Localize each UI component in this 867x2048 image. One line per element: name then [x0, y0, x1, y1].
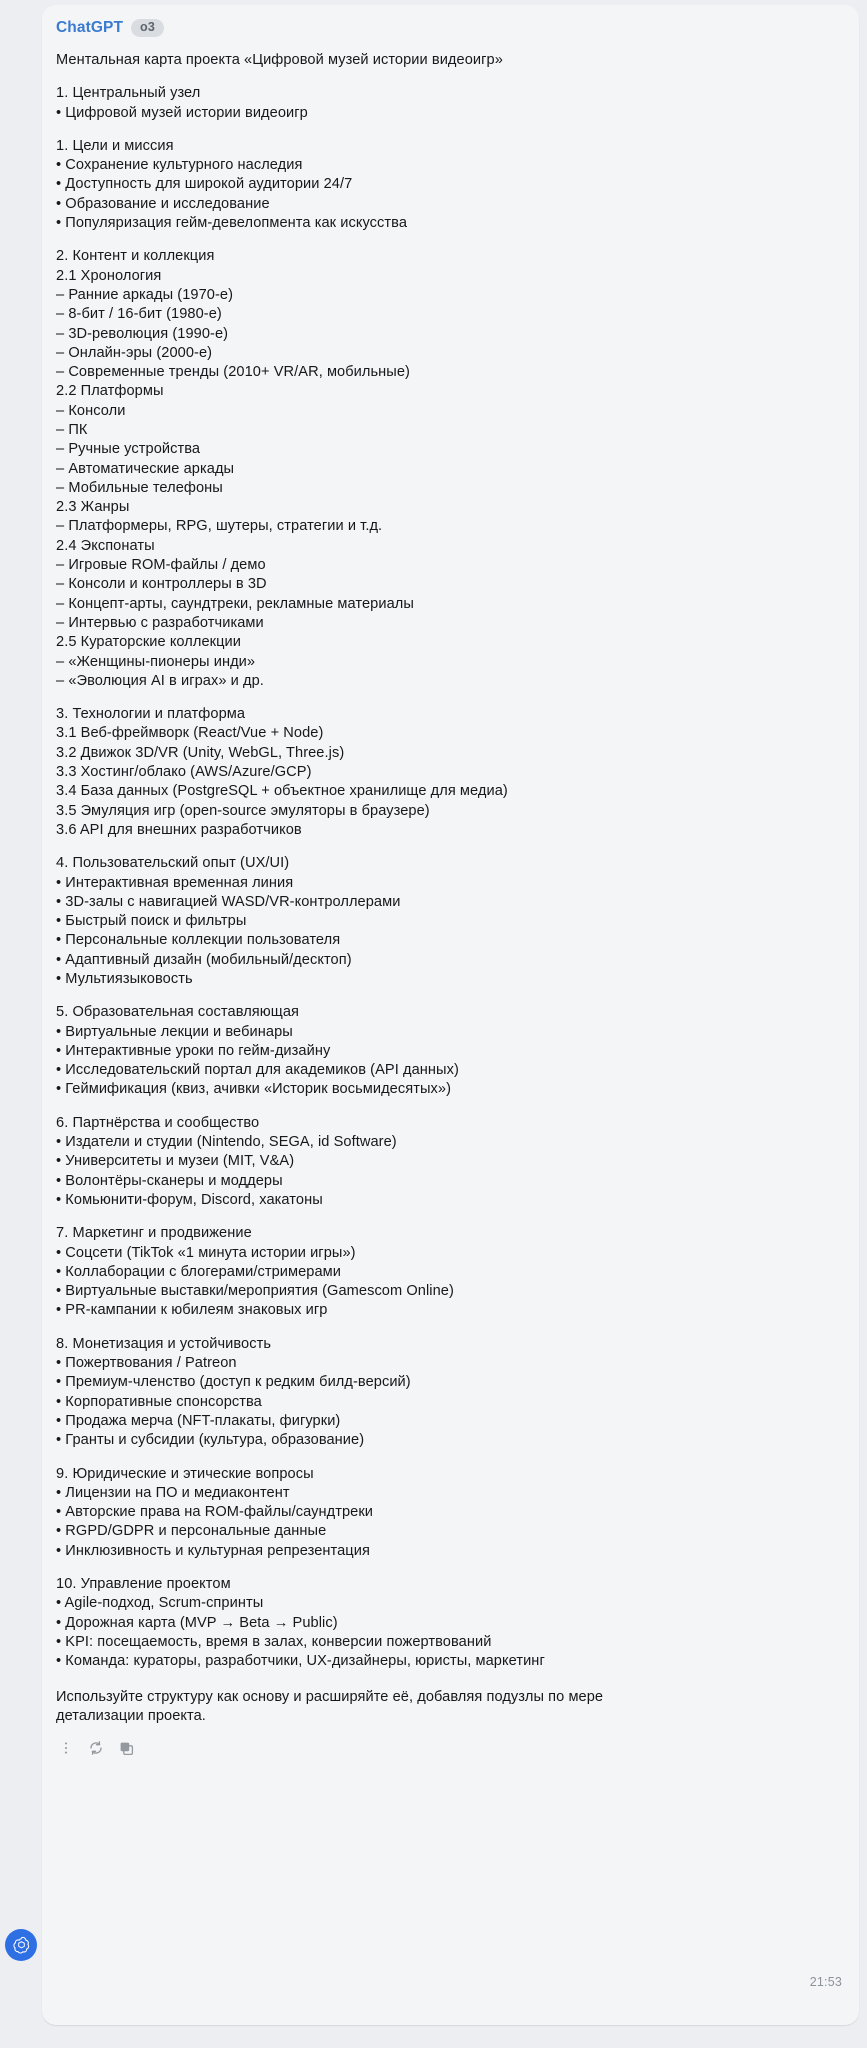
outline-line: 3.4 База данных (PostgreSQL + объектное хранилище для медиа) — [56, 783, 508, 800]
outline-line: – Консоли и контроллеры в 3D — [56, 576, 267, 593]
outline-line: • Мультиязыковость — [56, 971, 193, 987]
outline-heading: 1. Цели и миссия — [56, 137, 174, 154]
outline-line: • Пожертвования / Patreon — [56, 1355, 237, 1372]
message-actions — [56, 1737, 843, 1759]
outline-heading: 5. Образовательная составляющая — [56, 1004, 300, 1021]
outline-line: – Ранние аркады (1970-е) — [56, 286, 234, 303]
outline-line: 2.4 Экспонаты — [56, 537, 155, 554]
outline-line: • Гранты и субсидии (культура, образование) — [56, 1432, 365, 1449]
outline-line: • 3D-залы с навигацией WASD/VR-контроллерами — [56, 893, 401, 910]
message-body — [56, 51, 843, 1726]
outline-line: • Сохранение культурного наследия — [56, 157, 303, 174]
outline-line: • Авторские права на ROM-файлы/саундтреки — [56, 1504, 374, 1521]
outline-line: 2.1 Хронология — [56, 267, 162, 284]
outline-line: 3.3 Хостинг/облако (AWS/Azure/GCP) — [56, 764, 312, 781]
outline-line: • Популяризация гейм-девелопмента как искусства — [56, 215, 408, 232]
outline-heading: 2. Контент и коллекция — [56, 248, 215, 265]
outline-line: • Волонтёры-сканеры и моддеры — [56, 1172, 283, 1189]
outline-line: – Мобильные телефоны — [56, 479, 223, 496]
outline-line: • Соцсети (TikTok «1 минута истории игры») — [56, 1244, 356, 1261]
outline-line: • Команда: кураторы, разработчики, UX-дизайнеры, юристы, маркетинг — [56, 1653, 545, 1670]
outline-line: • KPI: посещаемость, время в залах, конверсии пожертвований — [56, 1633, 492, 1650]
outline-heading: 8. Монетизация и устойчивость — [56, 1335, 272, 1352]
outline-line: • Корпоративные спонсорства — [56, 1393, 262, 1410]
outline-line: – Платформеры, RPG, шутеры, стратегии и т.д. — [56, 518, 383, 535]
outline-line: – Консоли — [56, 402, 126, 419]
outline-heading: 10. Управление проектом — [56, 1576, 231, 1593]
outline-heading: 3. Технологии и платформа — [56, 706, 246, 723]
outline-line: • Инклюзивность и культурная репрезентация — [56, 1542, 370, 1559]
outline-line: • Премиум-членство (доступ к редким билд-версий) — [56, 1374, 411, 1391]
outline-line: – Автоматические аркады — [56, 460, 235, 477]
chatgpt-avatar-icon — [5, 1929, 37, 1961]
outline-block — [56, 854, 843, 989]
regenerate-icon[interactable] — [88, 1740, 104, 1756]
copy-icon[interactable] — [118, 1740, 134, 1756]
outline-line: 3.2 Движок 3D/VR (Unity, WebGL, Three.js) — [56, 744, 345, 761]
outline-heading: 7. Маркетинг и продвижение — [56, 1225, 252, 1242]
outline-line: • Дорожная карта (MVP → Beta → Public) — [56, 1614, 338, 1631]
outline-heading: 9. Юридические и этические вопросы — [56, 1465, 314, 1482]
outline-block — [56, 1224, 843, 1320]
outline-line: • Лицензии на ПО и медиаконтент — [56, 1484, 290, 1501]
outline-line: – Концепт-арты, саундтреки, рекламные материалы — [56, 595, 414, 612]
outline-line: – Современные тренды (2010+ VR/AR, мобильные) — [56, 364, 410, 381]
outline-line: – «Женщины-пионеры инди» — [56, 653, 256, 670]
outline-line: • Цифровой музей истории видеоигр — [56, 104, 308, 121]
outline-line: • Виртуальные лекции и вебинары — [56, 1023, 293, 1040]
model-badge: o3 — [131, 19, 164, 37]
outline-line: • Исследовательский портал для академиков (API данных) — [56, 1062, 459, 1079]
outline-line: 2.3 Жанры — [56, 499, 130, 516]
outline-block — [56, 705, 843, 840]
outline-line: • Университеты и музеи (MIT, V&A) — [56, 1153, 295, 1170]
outline-line: 3.5 Эмуляция игр (open-source эмуляторы в браузере) — [56, 802, 430, 819]
outline-line: • Персональные коллекции пользователя — [56, 932, 341, 949]
outline-line: – Онлайн-эры (2000-е) — [56, 344, 213, 361]
outline-line: • RGPD/GDPR и персональные данные — [56, 1523, 327, 1540]
outline-block — [56, 247, 843, 691]
outline-line: – Интервью с разработчиками — [56, 614, 264, 631]
outline-line: 2.5 Кураторские коллекции — [56, 634, 242, 651]
outline-line: – 3D-революция (1990-е) — [56, 325, 229, 342]
outline-line: – 8-бит / 16-бит (1980-е) — [56, 306, 222, 323]
outline-line: – ПК — [56, 421, 88, 438]
outline-line: – Ручные устройства — [56, 441, 201, 458]
outline-block — [56, 1003, 843, 1099]
outline-heading: 4. Пользовательский опыт (UX/UI) — [56, 855, 290, 872]
more-options-icon[interactable] — [58, 1740, 74, 1756]
outline-line: • Образование и исследование — [56, 195, 270, 212]
outline-line: 3.6 API для внешних разработчиков — [56, 821, 302, 838]
message-bubble[interactable] — [42, 5, 859, 2025]
outline-block — [56, 1114, 843, 1210]
message-title: Ментальная карта проекта «Цифровой музей истории видеоигр» — [56, 52, 503, 68]
outline-line: – Игровые ROM-файлы / демо — [56, 557, 266, 574]
outline-line: • Интерактивные уроки по гейм-дизайну — [56, 1042, 331, 1059]
outline-line: • Быстрый поиск и фильтры — [56, 913, 247, 930]
outline-line: – «Эволюция AI в играх» и др. — [56, 672, 264, 689]
outline-line: • Доступность для широкой аудитории 24/7 — [56, 176, 353, 193]
message-header — [56, 17, 843, 39]
outline-block — [56, 137, 843, 233]
outline-heading: 1. Центральный узел — [56, 85, 201, 102]
outline-line: • Комьюнити-форум, Discord, хакатоны — [56, 1191, 323, 1208]
outline-line: • Издатели и студии (Nintendo, SEGA, id Software) — [56, 1134, 397, 1151]
outline-line: • Виртуальные выставки/мероприятия (Gamescom Online) — [56, 1283, 454, 1300]
outline-line: • Коллаборации с блогерами/стримерами — [56, 1263, 341, 1280]
outline-heading: 6. Партнёрства и сообщество — [56, 1114, 260, 1131]
outline-block — [56, 1465, 843, 1561]
outline-line: • Адаптивный дизайн (мобильный/десктоп) — [56, 951, 352, 968]
outline-line: 3.1 Веб-фреймворк (React/Vue + Node) — [56, 725, 324, 742]
message-timestamp: 21:53 — [809, 1975, 842, 1989]
outline-block — [56, 84, 843, 123]
avatar-column — [0, 1929, 42, 2031]
outline-line: • Agile-подход, Scrum-спринты — [56, 1595, 264, 1612]
outline-line: • PR-кампании к юбилеям знаковых игр — [56, 1302, 328, 1319]
closing-paragraph: Используйте структуру как основу и расширяйте её, добавляя подузлы по мере детализации проекта. — [56, 1688, 604, 1724]
outline-block — [56, 1575, 843, 1671]
outline-line: 2.2 Платформы — [56, 383, 164, 400]
sender-name[interactable]: ChatGPT — [56, 19, 124, 36]
outline-block — [56, 1335, 843, 1451]
outline-line: • Интерактивная временная линия — [56, 874, 294, 891]
outline-line: • Геймификация (квиз, ачивки «Историк восьмидесятых») — [56, 1081, 452, 1098]
outline-line: • Продажа мерча (NFT-плакаты, фигурки) — [56, 1412, 341, 1429]
